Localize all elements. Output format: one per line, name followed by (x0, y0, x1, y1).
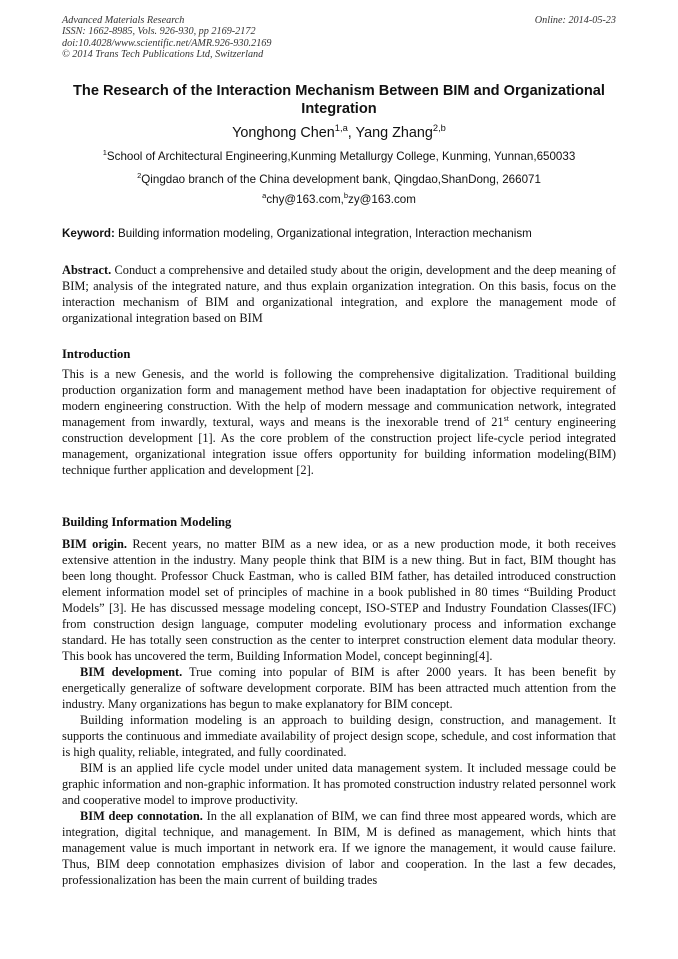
affiliation-1-sup: 1 (102, 148, 107, 158)
bim-deep-paragraph (62, 808, 616, 888)
doi-line: doi:10.4028/www.scientific.net/AMR.926-930.2169 (62, 37, 272, 49)
copyright-line: © 2014 Trans Tech Publications Ltd, Switzerland (62, 49, 264, 61)
abstract (62, 262, 616, 326)
author-2: Yang Zhang (355, 125, 433, 141)
email-2-sup: b (343, 191, 349, 201)
affiliation-2-text: Qingdao branch of the China development bank, Qingdao,ShanDong, 266071 (141, 173, 541, 186)
author-1: Yonghong Chen (232, 125, 335, 141)
bim-development-paragraph (62, 664, 616, 712)
introduction-sup: st (503, 413, 509, 423)
bim-heading: Building Information Modeling (62, 515, 232, 529)
bim-deep-label: BIM deep connotation. (80, 809, 203, 823)
keywords (62, 227, 616, 241)
abstract-label: Abstract. (62, 263, 112, 277)
issn-line: ISSN: 1662-8985, Vols. 926-930, pp 2169-2172 (62, 26, 256, 38)
affiliation-1-text: School of Architectural Engineering,Kunming Metallurgy College, Kunming, Yunnan,650033 (106, 150, 576, 163)
journal-header (62, 15, 616, 61)
journal-name: Advanced Materials Research (62, 15, 185, 26)
online-date: Online: 2014-05-23 (534, 15, 616, 26)
email-line (40, 193, 638, 207)
email-1[interactable]: chy@163.com, (266, 193, 344, 206)
introduction-heading: Introduction (62, 347, 131, 361)
bim-development-text: True coming into popular of BIM is after 2000 years. It has been benefit by energetically generalize of software development corporate. BIM has been attracted much attention from the industry. Many organizations has begun to make explanatory for BIM concept. (62, 665, 616, 711)
bim-origin-text: Recent years, no matter BIM as a new idea, or as a new production mode, it both receives extensive attention in the industry. Many people think that BIM is a new thing. But in fact, BIM thought has been long thought. Professor Chuck Eastman, who is called BIM father, has detailed introduced construction element information model set of principles of machine in a book published in 80 times “Building Product Models” [3]. He has discussed message modeling concept, ISO-STEP and Industry Foundation Classes(IFC) from construction design language, computer modeling evolutionary process and information exchange standard. He has totally seen construction as the center to interpret construction element data modular theory. This book has uncovered the term, Building Information Model, concept beginning[4]. (62, 537, 616, 663)
affiliation-2-sup: 2 (137, 171, 142, 181)
email-2[interactable]: zy@163.com (348, 193, 416, 206)
introduction-text-2: century engineering construction development [1]. As the core problem of the construction project life-cycle period integrated management, organizational integration issue offers opportunity for building information modeling(BIM) technique further application and development [2]. (62, 415, 616, 477)
introduction-body (62, 366, 616, 478)
author-2-sup: 2,b (432, 123, 446, 134)
paper-title: The Research of the Interaction Mechanism Between BIM and Organizational Integration (73, 83, 605, 117)
bim-body (62, 536, 616, 888)
abstract-text: Conduct a comprehensive and detailed study about the origin, development and the deep meaning of BIM; analysis of the integrated nature, and thus explain organization integration. On this basis, focus on the interaction mechanism of BIM and organizational integration, and explore the management mode of organizational integration based on BIM (62, 263, 616, 325)
bim-lifecycle-paragraph: BIM is an applied life cycle model under united data management system. It included message could be graphic information and non-graphic information. It has promoted construction industry related personnel work and cooperative model to improve productivity. (62, 761, 616, 807)
keywords-text: Building information modeling, Organizational integration, Interaction mechanism (114, 227, 532, 240)
email-1-sup: a (262, 191, 267, 201)
bim-deep-text: In the all explanation of BIM, we can find three most appeared words, which are integration, digital technique, and management. In BIM, M is defined as management, which hints that management value is much important in network era. If we ignore the management, it would cause failure. Thus, BIM deep connotation emphasizes division of labor and cooperation. In the last a few decades, professionalization has been the main current of building trades (62, 809, 616, 887)
author-separator: , (347, 125, 356, 141)
affiliation-2 (40, 173, 638, 187)
bim-origin-label: BIM origin. (62, 537, 127, 551)
author-1-sup: 1,a (334, 123, 348, 134)
bim-development-label: BIM development. (80, 665, 183, 679)
introduction-text-1: This is a new Genesis, and the world is following the comprehensive digitalization. Traditional building production organization form and management method have been inadaptation for objective requirement of modern engineering construction. With the help of modern message and communication network, integrated management from inwardly, textural, ways and means is the inexorable trend of 21 (62, 367, 616, 429)
affiliation-1 (40, 150, 638, 164)
author-line (62, 124, 616, 142)
bim-origin-paragraph (62, 536, 616, 664)
keywords-label: Keyword: (62, 227, 115, 240)
bim-approach-paragraph: Building information modeling is an approach to building design, construction, and management. It supports the continuous and immediate availability of project design scope, schedule, and cost information that is high quality, reliable, integrated, and fully coordinated. (62, 713, 616, 759)
